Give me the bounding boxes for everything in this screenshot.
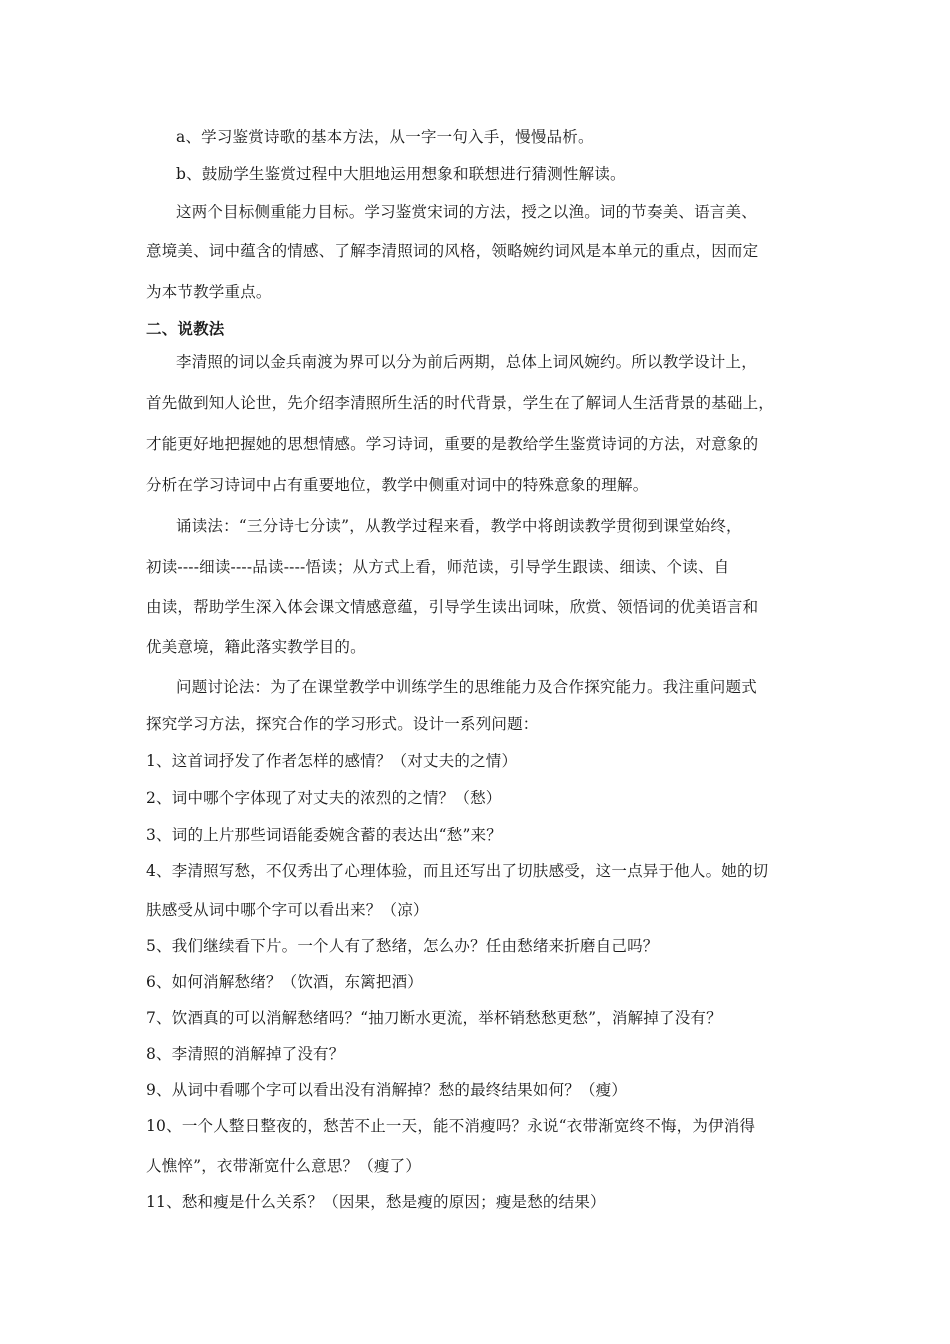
question-item: 3、词的上片那些词语能委婉含蓄的表达出“愁”来？ bbox=[146, 826, 503, 844]
reading-line-3: 由读，帮助学生深入体会课文情感意蕴，引导学生读出词味，欣赏、领悟词的优美语言和 bbox=[146, 598, 759, 616]
goal-b: b、鼓励学生鉴赏过程中大胆地运用想象和联想进行猜测性解读。 bbox=[176, 165, 626, 183]
question-item: 11、愁和瘦是什么关系？（因果，愁是瘦的原因；瘦是愁的结果） bbox=[146, 1193, 606, 1211]
discussion-line-2: 探究学习方法，探究合作的学习形式。设计一系列问题： bbox=[146, 715, 539, 733]
reading-line-1: 诵读法：“三分诗七分读”，从教学过程来看，教学中将朗读教学贯彻到课堂始终， bbox=[176, 517, 742, 535]
reading-line-2: 初读----细读----品读----悟读；从方式上看，师范读，引导学生跟读、细读、个读、自 bbox=[146, 558, 730, 576]
question-item: 5、我们继续看下片。一个人有了愁绪，怎么办？任由愁绪来折磨自己吗？ bbox=[146, 937, 659, 955]
intro-line-1: 李清照的词以金兵南渡为界可以分为前后两期，总体上词风婉约。所以教学设计上， bbox=[176, 353, 757, 371]
question-item: 7、饮酒真的可以消解愁绪吗？“抽刀断水更流，举杯销愁愁更愁”，消解掉了没有？ bbox=[146, 1009, 722, 1027]
goal-summary-line-2: 意境美、词中蕴含的情感、了解李清照词的风格，领略婉约词风是本单元的重点，因而定 bbox=[146, 242, 759, 260]
goal-summary-line-1: 这两个目标侧重能力目标。学习鉴赏宋词的方法，授之以渔。词的节奏美、语言美、 bbox=[176, 203, 757, 221]
discussion-line-1: 问题讨论法：为了在课堂教学中训练学生的思维能力及合作探究能力。我注重问题式 bbox=[176, 678, 757, 696]
question-item: 9、从词中看哪个字可以看出没有消解掉？愁的最终结果如何？（瘦） bbox=[146, 1081, 628, 1099]
question-item: 6、如何消解愁绪？（饮酒，东篱把酒） bbox=[146, 973, 423, 991]
intro-line-2: 首先做到知人论世，先介绍李清照所生活的时代背景，学生在了解词人生活背景的基础上， bbox=[146, 394, 775, 412]
goal-a: a、学习鉴赏诗歌的基本方法，从一字一句入手，慢慢品析。 bbox=[176, 128, 594, 146]
reading-line-4: 优美意境，籍此落实教学目的。 bbox=[146, 638, 366, 656]
intro-line-3: 才能更好地把握她的思想情感。学习诗词，重要的是教给学生鉴赏诗词的方法，对意象的 bbox=[146, 435, 759, 453]
question-item: 8、李清照的消解掉了没有？ bbox=[146, 1045, 345, 1063]
question-item: 人憔悴”，衣带渐宽什么意思？（瘦了） bbox=[146, 1157, 422, 1175]
question-item: 肤感受从词中哪个字可以看出来？（凉） bbox=[146, 901, 429, 919]
question-item: 10、一个人整日整夜的，愁苦不止一天，能不消瘦吗？永说“衣带渐宽终不悔，为伊消得 bbox=[146, 1117, 756, 1135]
intro-line-4: 分析在学习诗词中占有重要地位，教学中侧重对词中的特殊意象的理解。 bbox=[146, 476, 649, 494]
question-item: 1、这首词抒发了作者怎样的感情？（对丈夫的之情） bbox=[146, 752, 518, 770]
question-item: 2、词中哪个字体现了对丈夫的浓烈的之情？（愁） bbox=[146, 789, 502, 807]
goal-summary-line-3: 为本节教学重点。 bbox=[146, 283, 272, 301]
question-item: 4、李清照写愁，不仅秀出了心理体验，而且还写出了切肤感受，这一点异于他人。她的切 bbox=[146, 862, 769, 880]
section-heading: 二、说教法 bbox=[146, 319, 225, 338]
